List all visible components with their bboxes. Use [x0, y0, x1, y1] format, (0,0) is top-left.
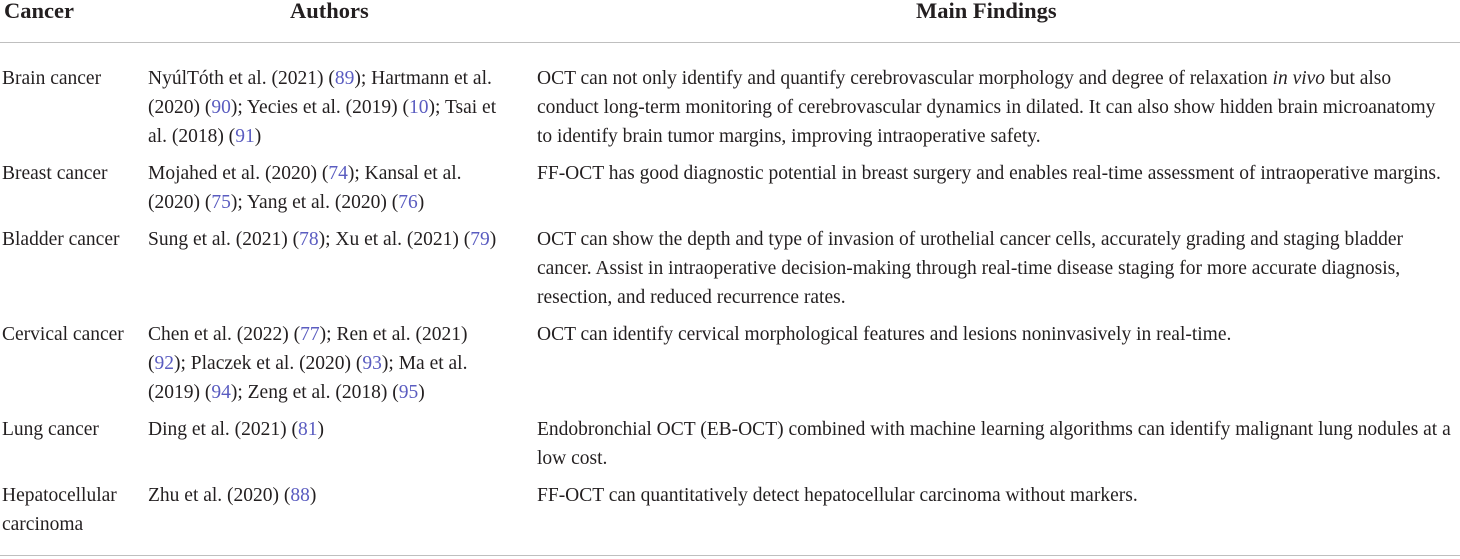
findings-cell	[537, 320, 1455, 349]
cancer-cell: Cervical cancer	[2, 324, 124, 345]
cell-text: Ding et al. (2021) (	[148, 419, 299, 440]
cancer-cell: Bladder cancer	[2, 229, 120, 250]
header-cancer: Cancer	[4, 0, 74, 23]
cell-text: ); Yecies et al. (2019) (	[230, 97, 410, 118]
table-header	[0, 0, 1460, 42]
cancer-cell: Lung cancer	[2, 419, 99, 440]
authors-cell	[148, 159, 508, 217]
reference-link[interactable]: 75	[211, 192, 231, 213]
cell-text: )	[418, 382, 425, 403]
cell-text: NyúlTóth et al. (2021) (	[148, 68, 335, 89]
cell-text: )	[317, 419, 325, 440]
cell-text: OCT can identify cervical morphological features and lesions noninvasively in real-time.	[537, 324, 1232, 345]
reference-link[interactable]: 92	[154, 353, 174, 374]
findings-cell	[537, 415, 1455, 473]
cell-text: Mojahed et al. (2020) (	[148, 163, 329, 184]
findings-cell	[537, 481, 1455, 510]
cell-text: ); Hartmann et al. (2020) (	[148, 68, 492, 118]
cell-text: OCT can show the depth and type of invasion of urothelial cancer cells, accurately grading and staging bladder cancer. Assist in intraoperative decision-making through real-time disease staging for more accurate diagnosis, resection, and reduced recurrence rates.	[537, 229, 1404, 308]
cell-text: )	[417, 192, 425, 213]
cell-text: )	[309, 485, 317, 506]
authors-cell	[148, 415, 508, 444]
cell-text: ); Ren et al. (2021) (	[148, 324, 468, 374]
cell-text: ); Xu et al. (2021) (	[318, 229, 471, 250]
reference-link[interactable]: 91	[235, 126, 255, 147]
reference-link[interactable]: 88	[290, 485, 310, 506]
cell-text: Zhu et al. (2020) (	[148, 485, 291, 506]
cell-text: FF-OCT can quantitatively detect hepatocellular carcinoma without markers.	[537, 485, 1138, 506]
cell-text: but also conduct long-term monitoring of cerebrovascular dynamics in dilated. It can also show hidden brain microanatomy to identify brain tumor margins, improving intraoperative safety.	[537, 68, 1436, 147]
authors-cell	[148, 225, 508, 254]
authors-cell	[148, 481, 508, 510]
reference-link[interactable]: 78	[299, 229, 319, 250]
cell-text: ); Zeng et al. (2018) (	[230, 382, 399, 403]
cell-text: Endobronchial OCT (EB-OCT) combined with machine learning algorithms can identify malignant lung nodules at a low cost.	[537, 419, 1451, 469]
cell-text: Chen et al. (2022) (	[148, 324, 301, 345]
cell-text: ); Kansal et al. (2020) (	[148, 163, 462, 213]
cell-text: FF-OCT has good diagnostic potential in breast surgery and enables real-time assessment of intraoperative margins.	[537, 163, 1441, 184]
cell-text: ); Yang et al. (2020) (	[230, 192, 399, 213]
cell-text: ); Ma et al. (2019) (	[148, 353, 468, 403]
reference-link[interactable]: 93	[362, 353, 382, 374]
reference-link[interactable]: 90	[211, 97, 231, 118]
footer-rule	[0, 555, 1460, 556]
cell-text: OCT can not only identify and quantify cerebrovascular morphology and degree of relaxation	[537, 68, 1273, 89]
findings-cell	[537, 64, 1455, 151]
header-rule	[0, 42, 1460, 43]
reference-link[interactable]: 94	[211, 382, 231, 403]
header-main-findings: Main Findings	[916, 0, 1057, 23]
findings-cell	[537, 159, 1455, 188]
cancer-cell: Brain cancer	[2, 68, 102, 89]
header-authors: Authors	[290, 0, 369, 23]
cancer-cell: Breast cancer	[2, 163, 108, 184]
reference-link[interactable]: 10	[409, 97, 429, 118]
italic-text: in vivo	[1272, 68, 1326, 89]
cell-text: ); Tsai et al. (2018) (	[148, 97, 497, 147]
cell-text: Sung et al. (2021) (	[148, 229, 300, 250]
reference-link[interactable]: 89	[334, 68, 355, 89]
reference-link[interactable]: 77	[300, 324, 320, 345]
cell-text: )	[254, 126, 262, 147]
authors-cell	[148, 320, 508, 407]
reference-link[interactable]: 95	[398, 382, 419, 403]
findings-cell	[537, 225, 1455, 312]
cancer-cell: Hepatocellular carcinoma	[2, 485, 117, 535]
reference-link[interactable]: 76	[398, 192, 418, 213]
reference-link[interactable]: 74	[328, 163, 348, 184]
cell-text: ); Placzek et al. (2020) (	[174, 353, 363, 374]
authors-cell	[148, 64, 508, 151]
reference-link[interactable]: 81	[298, 419, 318, 440]
reference-link[interactable]: 79	[470, 229, 490, 250]
cell-text: )	[489, 229, 497, 250]
